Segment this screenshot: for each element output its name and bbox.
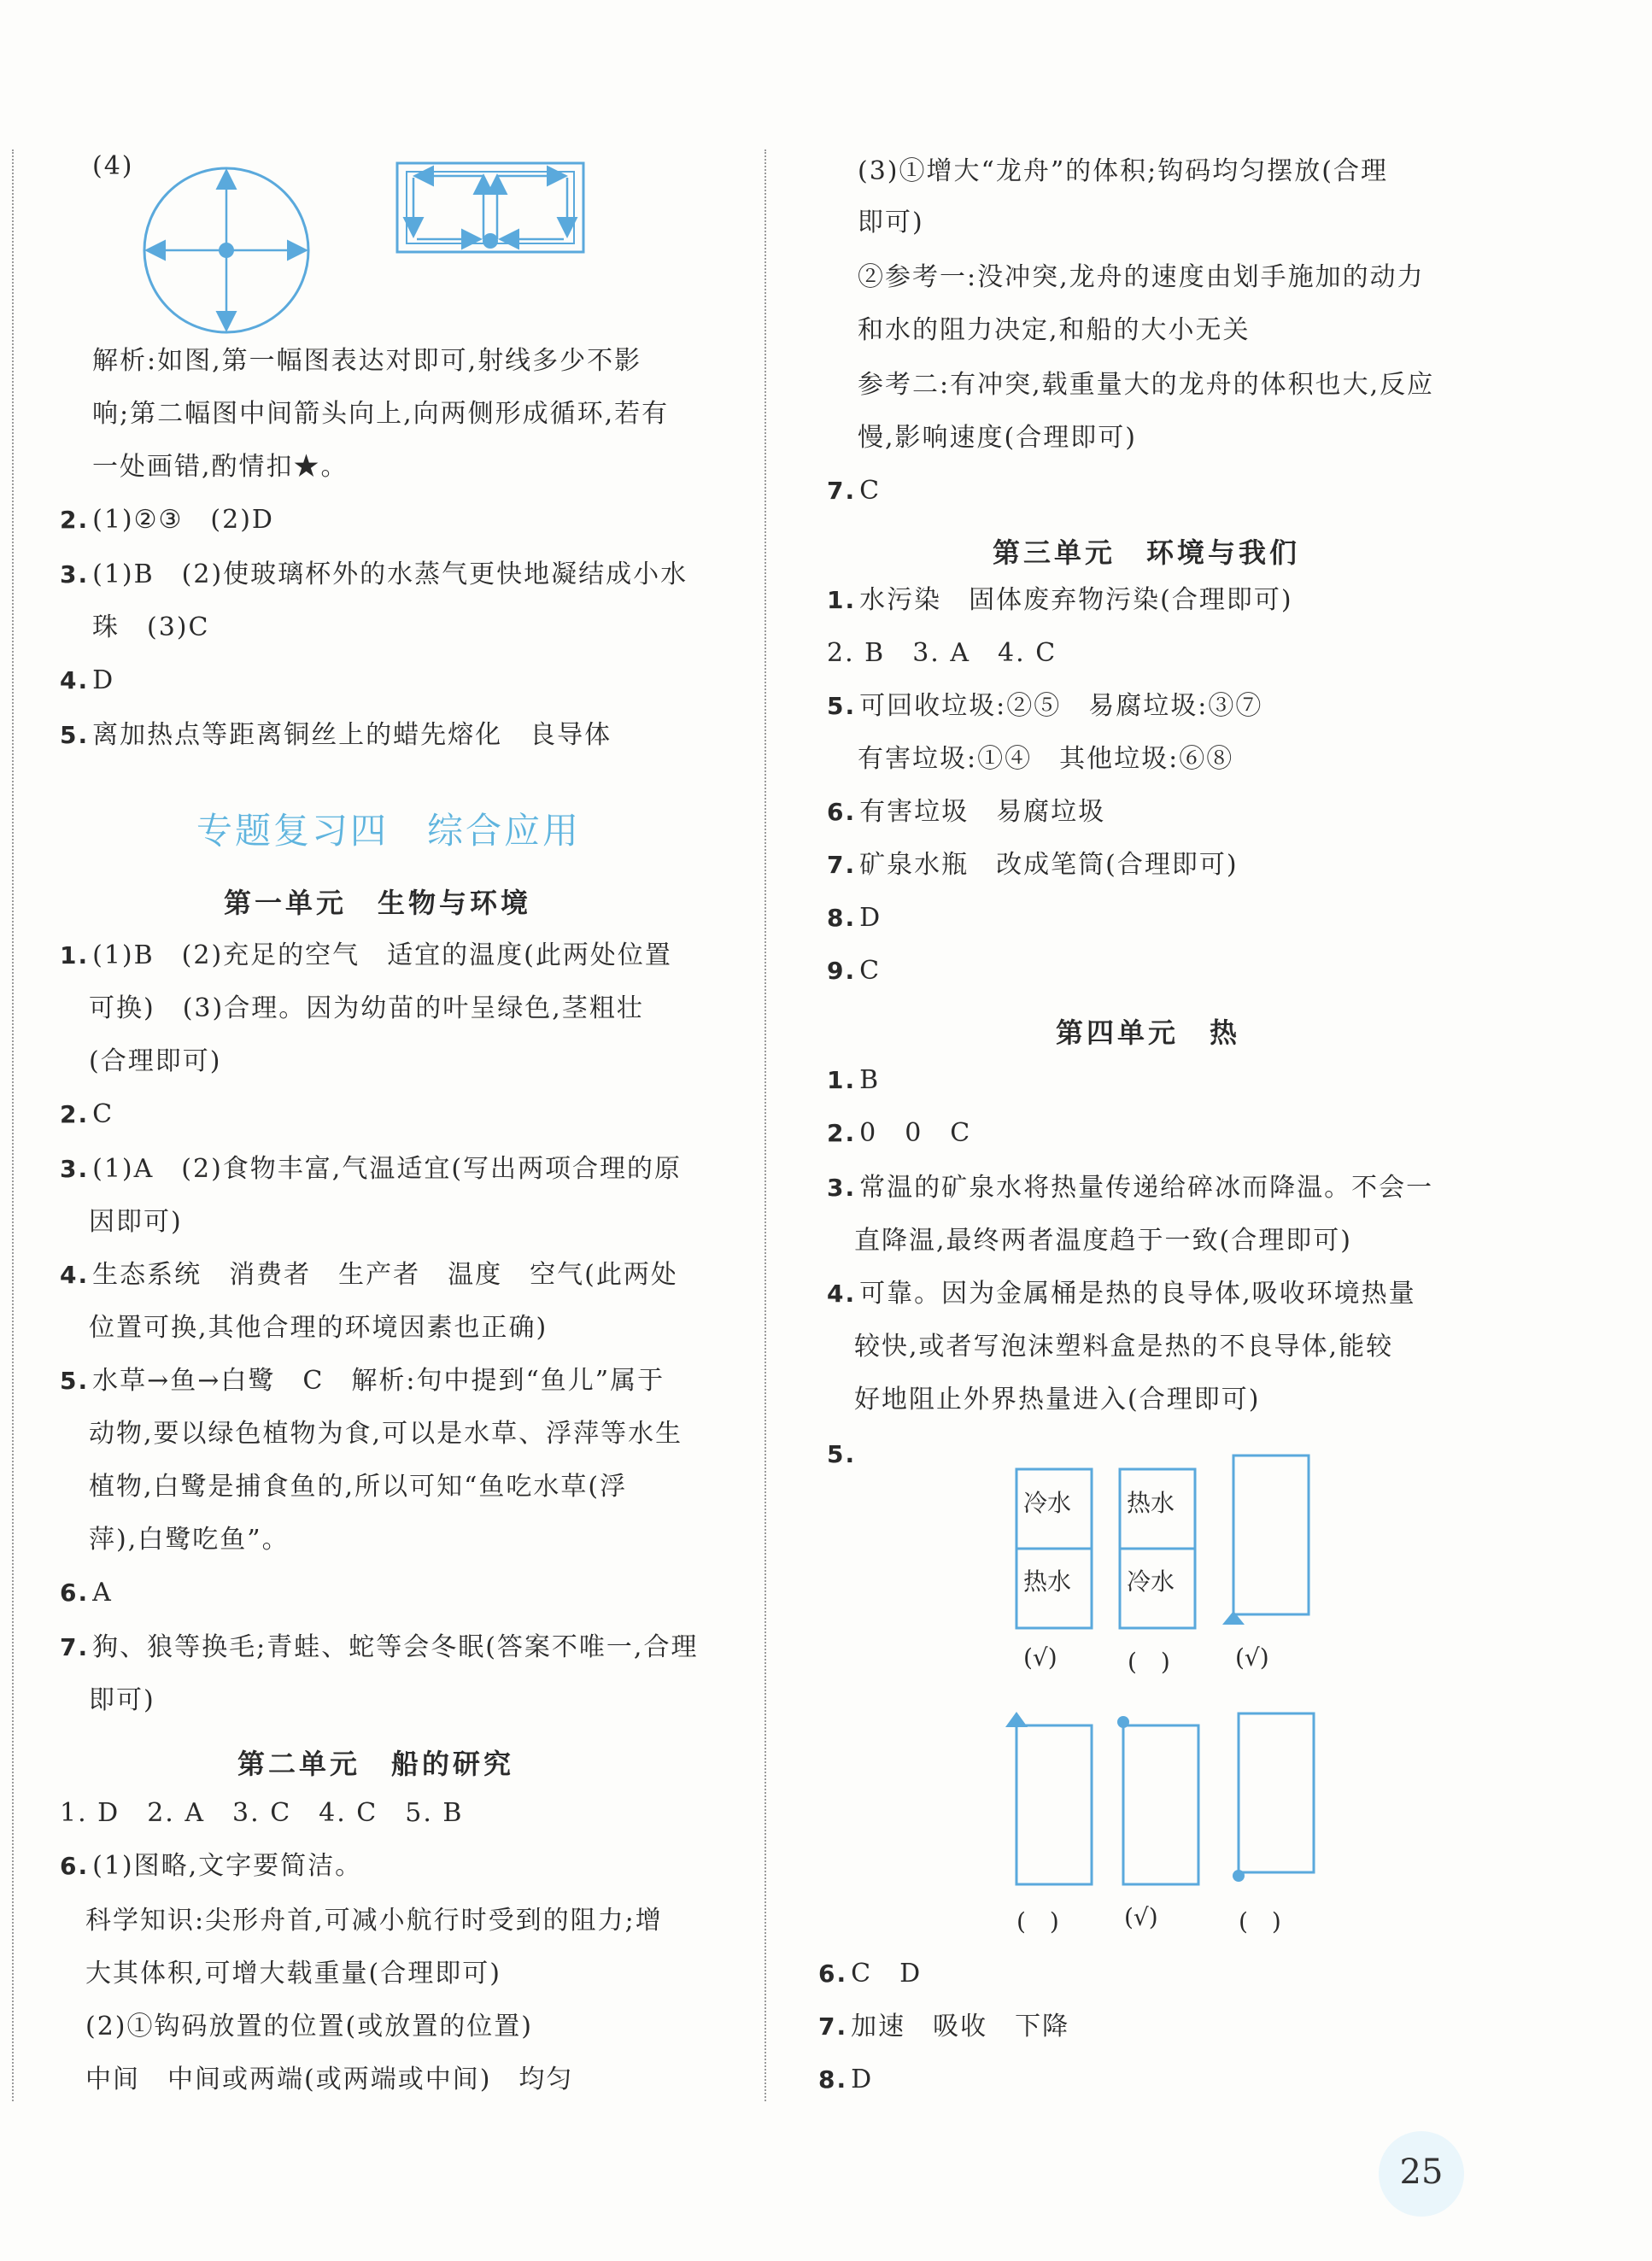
box2-top-hot: 热水: [1127, 1489, 1175, 1517]
answer-r2-1: ( ): [1016, 1907, 1059, 1936]
answer-r1-2: ( ): [1128, 1648, 1170, 1676]
u4-q3-line1: 3. 常温的矿泉水将热量传递给碎冰而降温。不会一: [827, 1173, 1434, 1203]
u4-q4-line2: 较快,或者写泡沫塑料盒是热的不良导体,能较: [854, 1332, 1394, 1362]
heat-boxes-row1: [1008, 1444, 1324, 1631]
u4-q2: 2. 0 0 C: [827, 1118, 972, 1148]
u2-q1-5: 1. D 2. A 3. C 4. C 5. B: [60, 1798, 464, 1828]
r-cont-line4: 和水的阻力决定,和船的大小无关: [858, 315, 1251, 345]
unit4-title: 第四单元 热: [1056, 1016, 1241, 1049]
r-cont-line5: 参考二:有冲突,载重量大的龙舟的体积也大,反应: [858, 370, 1435, 400]
u4-q1: 1. B: [827, 1065, 881, 1095]
answer-r2-3: ( ): [1239, 1907, 1281, 1936]
section-title: 专题复习四 综合应用: [196, 810, 582, 852]
answer-r2-2: (√): [1124, 1903, 1158, 1931]
u1-q4-line1: 4. 生态系统 消费者 生产者 温度 空气(此两处: [60, 1260, 678, 1290]
u1-q5-line2: 动物,要以绿色植物为食,可以是水草、浮萍等水生: [89, 1419, 683, 1449]
q3-answer: 3. (1)B (2)使玻璃杯外的水蒸气更快地凝结成小水: [60, 559, 688, 589]
u3-q1: 1. 水污染 固体废弃物污染(合理即可): [827, 585, 1293, 615]
u4-q3-line2: 直降温,最终两者温度趋于一致(合理即可): [854, 1226, 1352, 1256]
heat-boxes-row2: [999, 1700, 1333, 1896]
item-4-label: (4): [92, 151, 134, 181]
u1-q5-line1: 5. 水草→鱼→白鹭 C 解析:句中提到“鱼儿”属于: [60, 1366, 665, 1396]
u1-q4-line2: 位置可换,其他合理的环境因素也正确): [89, 1313, 548, 1343]
u1-q1-line2: 可换) (3)合理。因为幼苗的叶呈绿色,茎粗壮: [89, 993, 644, 1023]
q5-answer: 5. 离加热点等距离铜丝上的蜡先熔化 良导体: [60, 720, 612, 750]
box2-bottom-cold: 冷水: [1127, 1567, 1175, 1596]
u3-q6: 6. 有害垃圾 易腐垃圾: [827, 797, 1106, 827]
u2-q6-line2: 科学知识:尖形舟首,可减小航行时受到的阻力;增: [85, 1906, 663, 1936]
u3-q5-line2: 有害垃圾:①④ 其他垃圾:⑥⑧: [858, 744, 1234, 774]
q3-answer-cont: 珠 (3)C: [92, 612, 210, 642]
u1-q1-line3: (合理即可): [89, 1046, 222, 1076]
u1-q5-line4: 萍),白鹭吃鱼”。: [89, 1525, 290, 1555]
unit3-title: 第三单元 环境与我们: [993, 536, 1301, 569]
u1-q3-line1: 3. (1)A (2)食物丰富,气温适宜(写出两项合理的原: [60, 1154, 682, 1184]
u4-q8: 8. D: [818, 2065, 874, 2094]
box1-top-cold: 冷水: [1023, 1489, 1072, 1517]
u1-q1-line1: 1. (1)B (2)充足的空气 适宜的温度(此两处位置: [60, 940, 672, 970]
u3-q2-4: 2. B 3. A 4. C: [827, 638, 1057, 668]
r-cont-line1: (3)①增大“龙舟”的体积;钩码均匀摆放(合理: [858, 156, 1388, 186]
u4-q7: 7. 加速 吸收 下降: [818, 2012, 1070, 2041]
u4-q6: 6. C D: [818, 1959, 923, 1989]
q4-answer: 4. D: [60, 665, 115, 695]
unit1-title: 第一单元 生物与环境: [224, 887, 532, 919]
answer-r1-1: (√): [1023, 1643, 1057, 1672]
radial-rays-diagram: [137, 161, 316, 340]
q2-answer: 2. (1)②③ (2)D: [60, 505, 274, 535]
u3-q7: 7. 矿泉水瓶 改成笔筒(合理即可): [827, 850, 1239, 880]
u1-q5-line3: 植物,白鹭是捕食鱼的,所以可知“鱼吃水草(浮: [89, 1472, 628, 1502]
unit2-title: 第二单元 船的研究: [237, 1748, 515, 1780]
page-border: [12, 149, 14, 2101]
analysis-line-3: 一处画错,酌情扣★。: [92, 452, 349, 482]
column-divider: [764, 149, 766, 2101]
page-number: 25: [1399, 2153, 1444, 2192]
answer-r1-3: (√): [1235, 1643, 1269, 1672]
r-cont-line6: 慢,影响速度(合理即可): [858, 423, 1137, 453]
u1-q2: 2. C: [60, 1099, 114, 1129]
u3-q5-line1: 5. 可回收垃圾:②⑤ 易腐垃圾:③⑦: [827, 691, 1263, 721]
u3-q8: 8. D: [827, 903, 882, 933]
analysis-line-1: 解析:如图,第一幅图表达对即可,射线多少不影: [92, 346, 642, 376]
analysis-line-2: 响;第二幅图中间箭头向上,向两侧形成循环,若有: [92, 399, 670, 429]
u4-q4-line3: 好地阻止外界热量进入(合理即可): [854, 1385, 1261, 1415]
box1-bottom-hot: 热水: [1023, 1567, 1072, 1596]
r-q7: 7. C: [827, 476, 882, 506]
u4-q4-line1: 4. 可靠。因为金属桶是热的良导体,吸收环境热量: [827, 1279, 1416, 1309]
u1-q3-line2: 因即可): [89, 1207, 183, 1237]
u2-q6-line3: 大其体积,可增大载重量(合理即可): [85, 1959, 501, 1989]
u2-q6-line1: 6. (1)图略,文字要简洁。: [60, 1851, 363, 1881]
convection-box-diagram: [395, 161, 586, 255]
u2-q6-line4: (2)①钩码放置的位置(或放置的位置): [85, 2012, 533, 2041]
u3-q9: 9. C: [827, 956, 882, 986]
u1-q7-line2: 即可): [89, 1685, 155, 1715]
r-cont-line3: ②参考一:没冲突,龙舟的速度由划手施加的动力: [858, 262, 1425, 292]
u4-q5-num: 5.: [827, 1440, 857, 1468]
r-cont-line2: 即可): [858, 208, 924, 237]
u1-q6: 6. A: [60, 1578, 113, 1608]
u1-q7-line1: 7. 狗、狼等换毛;青蛙、蛇等会冬眠(答案不唯一,合理: [60, 1632, 699, 1662]
u2-q6-line5: 中间 中间或两端(或两端或中间) 均匀: [85, 2065, 574, 2094]
